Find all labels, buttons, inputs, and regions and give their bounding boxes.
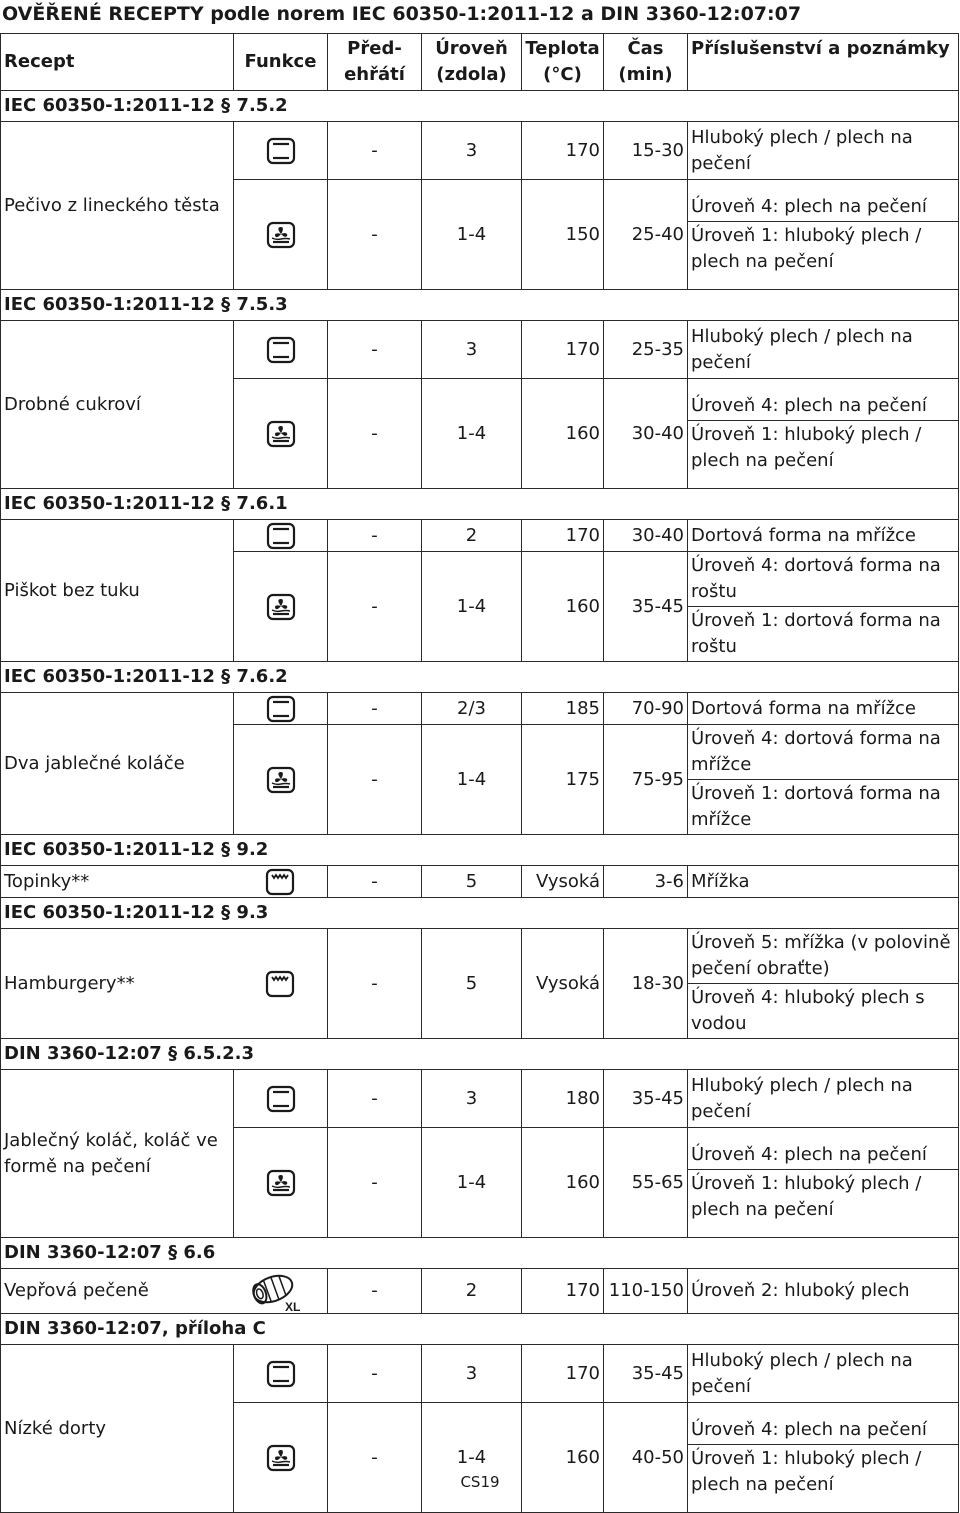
conventional-heat-icon [266,698,296,719]
level-value: 3 [422,122,522,180]
header-notes: Příslušenství a poznámky [688,34,959,91]
temperature-value: Vysoká [522,866,604,898]
temperature-value: 185 [522,693,604,725]
notes-cell [688,520,959,552]
level-value: 2 [422,1269,522,1314]
notes-cell [688,1269,959,1314]
recipes-table [0,33,959,1513]
section-standard: IEC 60350-1:2011-12 § 7.6.1 [1,489,959,520]
function-cell [234,725,328,835]
level-value: 1-4 [422,725,522,835]
conventional-heat-icon [266,525,296,546]
fan-heat-icon [266,1447,296,1468]
level-value: 2 [422,520,522,552]
notes-cell [688,1403,959,1513]
level-value: 3 [422,321,522,379]
section-standard: IEC 60350-1:2011-12 § 9.3 [1,898,959,929]
section-standard: IEC 60350-1:2011-12 § 7.5.2 [1,91,959,122]
header-row [1,34,959,91]
section-header-row [1,1039,959,1070]
level-value: 2/3 [422,693,522,725]
table-body [1,91,959,1513]
recipe-name: Vepřová pečeně [1,1269,234,1314]
section-header-row [1,290,959,321]
section-standard: DIN 3360-12:07, příloha C [1,1314,959,1345]
time-value: 70-90 [604,693,688,725]
temperature-value: 160 [522,1128,604,1238]
note-text: Úroveň 1: dortová forma na roštu [688,606,958,661]
note-text: Úroveň 1: hluboký plech / plech na pečení [688,221,958,276]
note-text: Dortová forma na mřížce [691,524,916,546]
time-value: 40-50 [604,1403,688,1513]
note-text: Úroveň 1: hluboký plech / plech na pečení [688,420,958,475]
conventional-heat-icon [266,1088,296,1109]
header-temperature [522,34,604,91]
preheat-value: - [328,1345,422,1403]
table-row [1,693,959,725]
function-cell [234,866,328,898]
header-temperature-text: Teplota (°C) [525,38,600,85]
section-standard: IEC 60350-1:2011-12 § 7.6.2 [1,662,959,693]
level-value: 1-4 [422,552,522,662]
note-text: Úroveň 4: hluboký plech s vodou [688,983,958,1038]
section-header-row [1,91,959,122]
time-value: 110-150 [604,1269,688,1314]
notes-cell [688,180,959,290]
level-value: 1-4 [422,180,522,290]
level-value: 1-4 [422,1403,522,1513]
note-text: Úroveň 4: plech na pečení [691,395,927,416]
temperature-value: Vysoká [522,929,604,1039]
grill-icon [265,871,295,892]
section-header-row [1,1314,959,1345]
table-row [1,1070,959,1128]
preheat-value: - [328,866,422,898]
notes-cell [688,693,959,725]
header-preheat [328,34,422,91]
notes-cell [688,552,959,662]
preheat-value: - [328,520,422,552]
time-value: 35-45 [604,552,688,662]
note-text: Úroveň 4: plech na pečení [691,196,927,217]
fan-heat-icon [266,1172,296,1193]
temperature-value: 160 [522,1403,604,1513]
recipe-name: Pečivo z lineckého těsta [1,122,234,290]
conventional-heat-icon [266,339,296,360]
fan-heat-icon [266,596,296,617]
recipe-name: Drobné cukroví [1,321,234,489]
notes-cell [688,1070,959,1128]
function-cell [234,929,328,1039]
header-level-text: Úroveň (zdola) [435,38,508,85]
preheat-value: - [328,725,422,835]
level-value: 3 [422,1070,522,1128]
recipe-name: Piškot bez tuku [1,520,234,662]
note-text: Úroveň 2: hluboký plech [691,1280,910,1301]
preheat-value: - [328,1403,422,1513]
function-cell [234,1128,328,1238]
time-value: 25-35 [604,321,688,379]
section-header-row [1,662,959,693]
header-function: Funkce [234,34,328,91]
level-value: 5 [422,866,522,898]
table-row [1,321,959,379]
temperature-value: 160 [522,379,604,489]
note-text: Úroveň 1: dortová forma na mřížce [688,779,958,834]
temperature-value: 170 [522,1269,604,1314]
conventional-heat-icon [266,1363,296,1384]
preheat-value: - [328,321,422,379]
table-row [1,520,959,552]
recipe-name: Dva jablečné koláče [1,693,234,835]
header-level [422,34,522,91]
function-cell [234,552,328,662]
notes-cell [688,122,959,180]
temperature-value: 180 [522,1070,604,1128]
note-text: Úroveň 4: plech na pečení [691,1419,927,1440]
note-text: Úroveň 1: hluboký plech / plech na pečení [688,1169,958,1224]
time-value: 18-30 [604,929,688,1039]
fan-heat-icon [266,224,296,245]
temperature-value: 170 [522,520,604,552]
temperature-value: 170 [522,122,604,180]
function-cell [234,693,328,725]
time-value: 75-95 [604,725,688,835]
function-cell [234,1269,328,1314]
section-standard: IEC 60350-1:2011-12 § 9.2 [1,835,959,866]
page-number: CS19 [460,1473,500,1491]
section-standard: IEC 60350-1:2011-12 § 7.5.3 [1,290,959,321]
time-value: 35-45 [604,1345,688,1403]
svg-text:XL: XL [285,1300,301,1313]
page-title: OVĚŘENÉ RECEPTY podle norem IEC 60350-1:2011-12 a DIN 3360-12:07:07 [2,3,802,25]
note-text: Úroveň 4: dortová forma na mřížce [691,728,941,775]
note-text: Úroveň 4: plech na pečení [691,1144,927,1165]
function-cell [234,1070,328,1128]
notes-cell [688,379,959,489]
recipe-name: Jablečný koláč, koláč ve formě na pečení [1,1070,234,1238]
function-cell [234,379,328,489]
table-row [1,1269,959,1314]
time-value: 35-45 [604,1070,688,1128]
section-header-row [1,835,959,866]
header-time-text: Čas (min) [618,38,673,85]
notes-cell [688,725,959,835]
table-row [1,122,959,180]
note-text: Mřížka [691,870,750,892]
recipe-name: Nízké dorty [1,1345,234,1513]
notes-cell [688,866,959,898]
notes-cell [688,929,959,1039]
conventional-heat-icon [266,140,296,161]
note-text: Úroveň 4: dortová forma na roštu [691,555,941,602]
preheat-value: - [328,929,422,1039]
time-value: 30-40 [604,379,688,489]
temperature-value: 175 [522,725,604,835]
preheat-value: - [328,122,422,180]
preheat-value: - [328,180,422,290]
header-time [604,34,688,91]
temperature-value: 170 [522,1345,604,1403]
notes-cell [688,1345,959,1403]
note-text: Úroveň 1: hluboký plech / plech na pečení [688,1444,958,1499]
function-cell [234,1403,328,1513]
note-text: Hluboký plech / plech na pečení [691,1074,913,1122]
note-text: Úroveň 5: mřížka (v polovině pečení obraťte) [691,932,951,979]
section-standard: DIN 3360-12:07 § 6.5.2.3 [1,1039,959,1070]
section-header-row [1,898,959,929]
time-value: 25-40 [604,180,688,290]
header-recipe: Recept [1,34,234,91]
level-value: 5 [422,929,522,1039]
fan-heat-icon [266,769,296,790]
recipe-name: Hamburgery** [1,929,234,1039]
grill-icon [265,973,295,994]
time-value: 30-40 [604,520,688,552]
note-text: Hluboký plech / plech na pečení [691,325,913,373]
temperature-value: 160 [522,552,604,662]
preheat-value: - [328,1269,422,1314]
function-cell [234,321,328,379]
table-row [1,929,959,1039]
section-header-row [1,489,959,520]
preheat-value: - [328,1128,422,1238]
recipe-name: Topinky** [1,866,234,898]
notes-cell [688,1128,959,1238]
function-cell [234,122,328,180]
time-value: 15-30 [604,122,688,180]
note-text: Dortová forma na mřížce [691,697,916,719]
header-preheat-text: Před- ehřátí [344,38,405,85]
note-text: Hluboký plech / plech na pečení [691,126,913,174]
preheat-value: - [328,552,422,662]
table-row [1,1345,959,1403]
temperature-value: 150 [522,180,604,290]
preheat-value: - [328,693,422,725]
function-cell [234,520,328,552]
preheat-value: - [328,379,422,489]
fan-heat-icon [266,423,296,444]
time-value: 55-65 [604,1128,688,1238]
level-value: 1-4 [422,379,522,489]
table-row [1,866,959,898]
notes-cell [688,321,959,379]
roast-xl-icon [249,1280,311,1313]
function-cell [234,180,328,290]
note-text: Hluboký plech / plech na pečení [691,1349,913,1397]
section-standard: DIN 3360-12:07 § 6.6 [1,1238,959,1269]
level-value: 1-4 [422,1128,522,1238]
section-header-row [1,1238,959,1269]
preheat-value: - [328,1070,422,1128]
level-value: 3 [422,1345,522,1403]
time-value: 3-6 [604,866,688,898]
temperature-value: 170 [522,321,604,379]
function-cell [234,1345,328,1403]
